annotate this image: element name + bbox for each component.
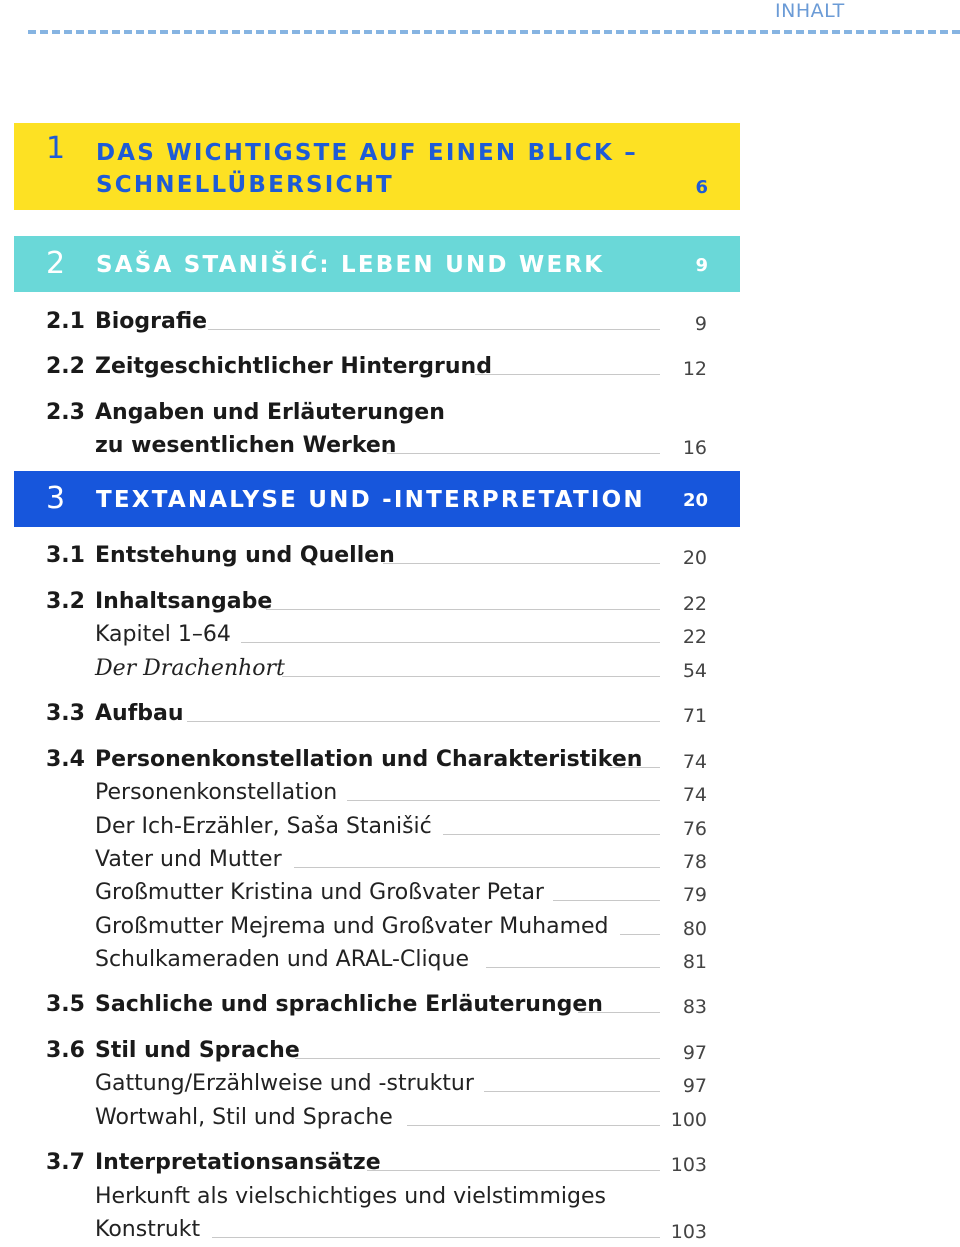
entry-number: 3.3 [46,701,85,726]
entry-number: 2.2 [46,354,85,379]
entry-number: 3.5 [46,992,85,1017]
entry-number: 2.3 [46,400,85,425]
toc-subentry-drachenhort[interactable] [0,654,960,684]
entry-page: 16 [682,437,707,459]
entry-page: 83 [682,996,707,1018]
entry-page: 81 [682,951,707,973]
leader-line [475,374,660,375]
entry-page: 97 [682,1042,707,1064]
entry-page: 22 [682,626,707,648]
toc-subentry-wortwahl[interactable] [0,1103,960,1133]
toc-entry-3-5[interactable] [0,990,960,1020]
entry-page: 54 [682,660,707,682]
entry-page: 20 [682,547,707,569]
section-3-band[interactable] [14,471,740,527]
section-title-line-2: SCHNELLÜBERSICHT [96,172,394,198]
entry-page: 74 [682,751,707,773]
toc-entry-2-3[interactable] [0,398,960,428]
entry-page: 74 [682,784,707,806]
entry-page: 79 [682,884,707,906]
entry-title: Biografie [95,309,208,334]
entry-title: Schulkameraden und ARAL-Clique [95,947,469,972]
leader-line [187,721,660,722]
leader-line [620,934,660,935]
toc-entry-3-4[interactable] [0,745,960,775]
entry-title: Entstehung und Quellen [95,543,395,568]
toc-entry-2-1[interactable] [0,307,960,337]
entry-title: Kapitel 1–64 [95,622,231,647]
toc-subentry-vater-mutter[interactable] [0,845,960,875]
entry-page: 97 [682,1075,707,1097]
toc-entry-3-2[interactable] [0,587,960,617]
leader-line [578,1012,660,1013]
entry-title-line-1: Angaben und Erläuterungen [95,400,445,425]
entry-number: 3.6 [46,1038,85,1063]
running-header: INHALT [775,0,845,22]
section-title: SAŠA STANIŠIĆ: LEBEN UND WERK [96,252,605,278]
leader-line [443,834,660,835]
toc-entry-2-2[interactable] [0,352,960,382]
section-title: TEXTANALYSE UND -INTERPRETATION [96,487,645,513]
entry-number: 3.4 [46,747,85,772]
leader-line [212,1237,660,1238]
entry-page: 80 [682,918,707,940]
entry-title: Zeitgeschichtlicher Hintergrund [95,354,492,379]
entry-title: Aufbau [95,701,184,726]
leader-line [208,329,660,330]
entry-page: 103 [670,1221,707,1243]
entry-number: 3.7 [46,1150,85,1175]
entry-number: 2.1 [46,309,85,334]
entry-page: 12 [682,358,707,380]
leader-line [367,1170,660,1171]
leader-line [241,642,660,643]
entry-title: Personenkonstellation und Charakteristiken [95,747,643,772]
section-page: 20 [682,490,708,511]
leader-line [486,967,660,968]
entry-number: 3.1 [46,543,85,568]
section-title-line-1: DAS WICHTIGSTE AUF EINEN BLICK – [96,140,638,166]
section-page: 9 [695,255,708,276]
toc-entry-2-3-cont[interactable] [0,431,960,461]
section-number: 3 [46,481,66,516]
entry-title: Wortwahl, Stil und Sprache [95,1105,393,1130]
entry-page: 71 [682,705,707,727]
entry-page: 100 [670,1109,707,1131]
entry-title: Vater und Mutter [95,847,282,872]
leader-line [610,767,660,768]
leader-line [407,1125,660,1126]
toc-subentry-ich-erzaehler[interactable] [0,812,960,842]
entry-number: 3.2 [46,589,85,614]
toc-subentry-personenkonstellation[interactable] [0,778,960,808]
toc-entry-3-6[interactable] [0,1036,960,1066]
entry-title: Der Drachenhort [95,656,285,681]
leader-line [553,900,660,901]
leader-line [282,676,660,677]
toc-subentry-mejrema-muhamed[interactable] [0,912,960,942]
entry-title: Gattung/Erzählweise und -struktur [95,1071,474,1096]
entry-title: Stil und Sprache [95,1038,300,1063]
entry-title: Der Ich-Erzähler, Saša Stanišić [95,814,432,839]
entry-page: 22 [682,593,707,615]
section-1-band[interactable] [14,123,740,210]
leader-line [484,1091,660,1092]
section-title [96,137,638,201]
leader-line [347,800,660,801]
entry-title-line-1: Herkunft als vielschichtiges und vielstimmiges [95,1184,606,1209]
toc-subentry-kristina-petar[interactable] [0,878,960,908]
section-number: 1 [46,131,66,166]
header-dashed-rule [28,30,960,34]
entry-page: 78 [682,851,707,873]
section-page: 6 [695,177,708,198]
toc-subentry-kapitel[interactable] [0,620,960,650]
toc-subentry-herkunft[interactable] [0,1182,960,1212]
entry-page: 76 [682,818,707,840]
toc-subentry-schulkameraden[interactable] [0,945,960,975]
entry-title: Interpretationsansätze [95,1150,381,1175]
leader-line [383,563,660,564]
leader-line [387,453,660,454]
leader-line [294,867,660,868]
leader-line [266,609,660,610]
entry-title: Personenkonstellation [95,780,338,805]
toc-entry-3-1[interactable] [0,541,960,571]
entry-page: 9 [694,313,707,335]
entry-page: 103 [670,1154,707,1176]
entry-title: Großmutter Mejrema und Großvater Muhamed [95,914,609,939]
leader-line [295,1058,660,1059]
entry-title-line-2: zu wesentlichen Werken [95,433,397,458]
toc-entry-3-3[interactable] [0,699,960,729]
entry-title: Sachliche und sprachliche Erläuterungen [95,992,603,1017]
entry-title: Großmutter Kristina und Großvater Petar [95,880,544,905]
section-number: 2 [46,246,66,281]
toc-subentry-gattung[interactable] [0,1069,960,1099]
toc-entry-3-7[interactable] [0,1148,960,1178]
entry-title: Inhaltsangabe [95,589,273,614]
entry-title-line-2: Konstrukt [95,1217,201,1242]
section-2-band[interactable] [14,236,740,292]
